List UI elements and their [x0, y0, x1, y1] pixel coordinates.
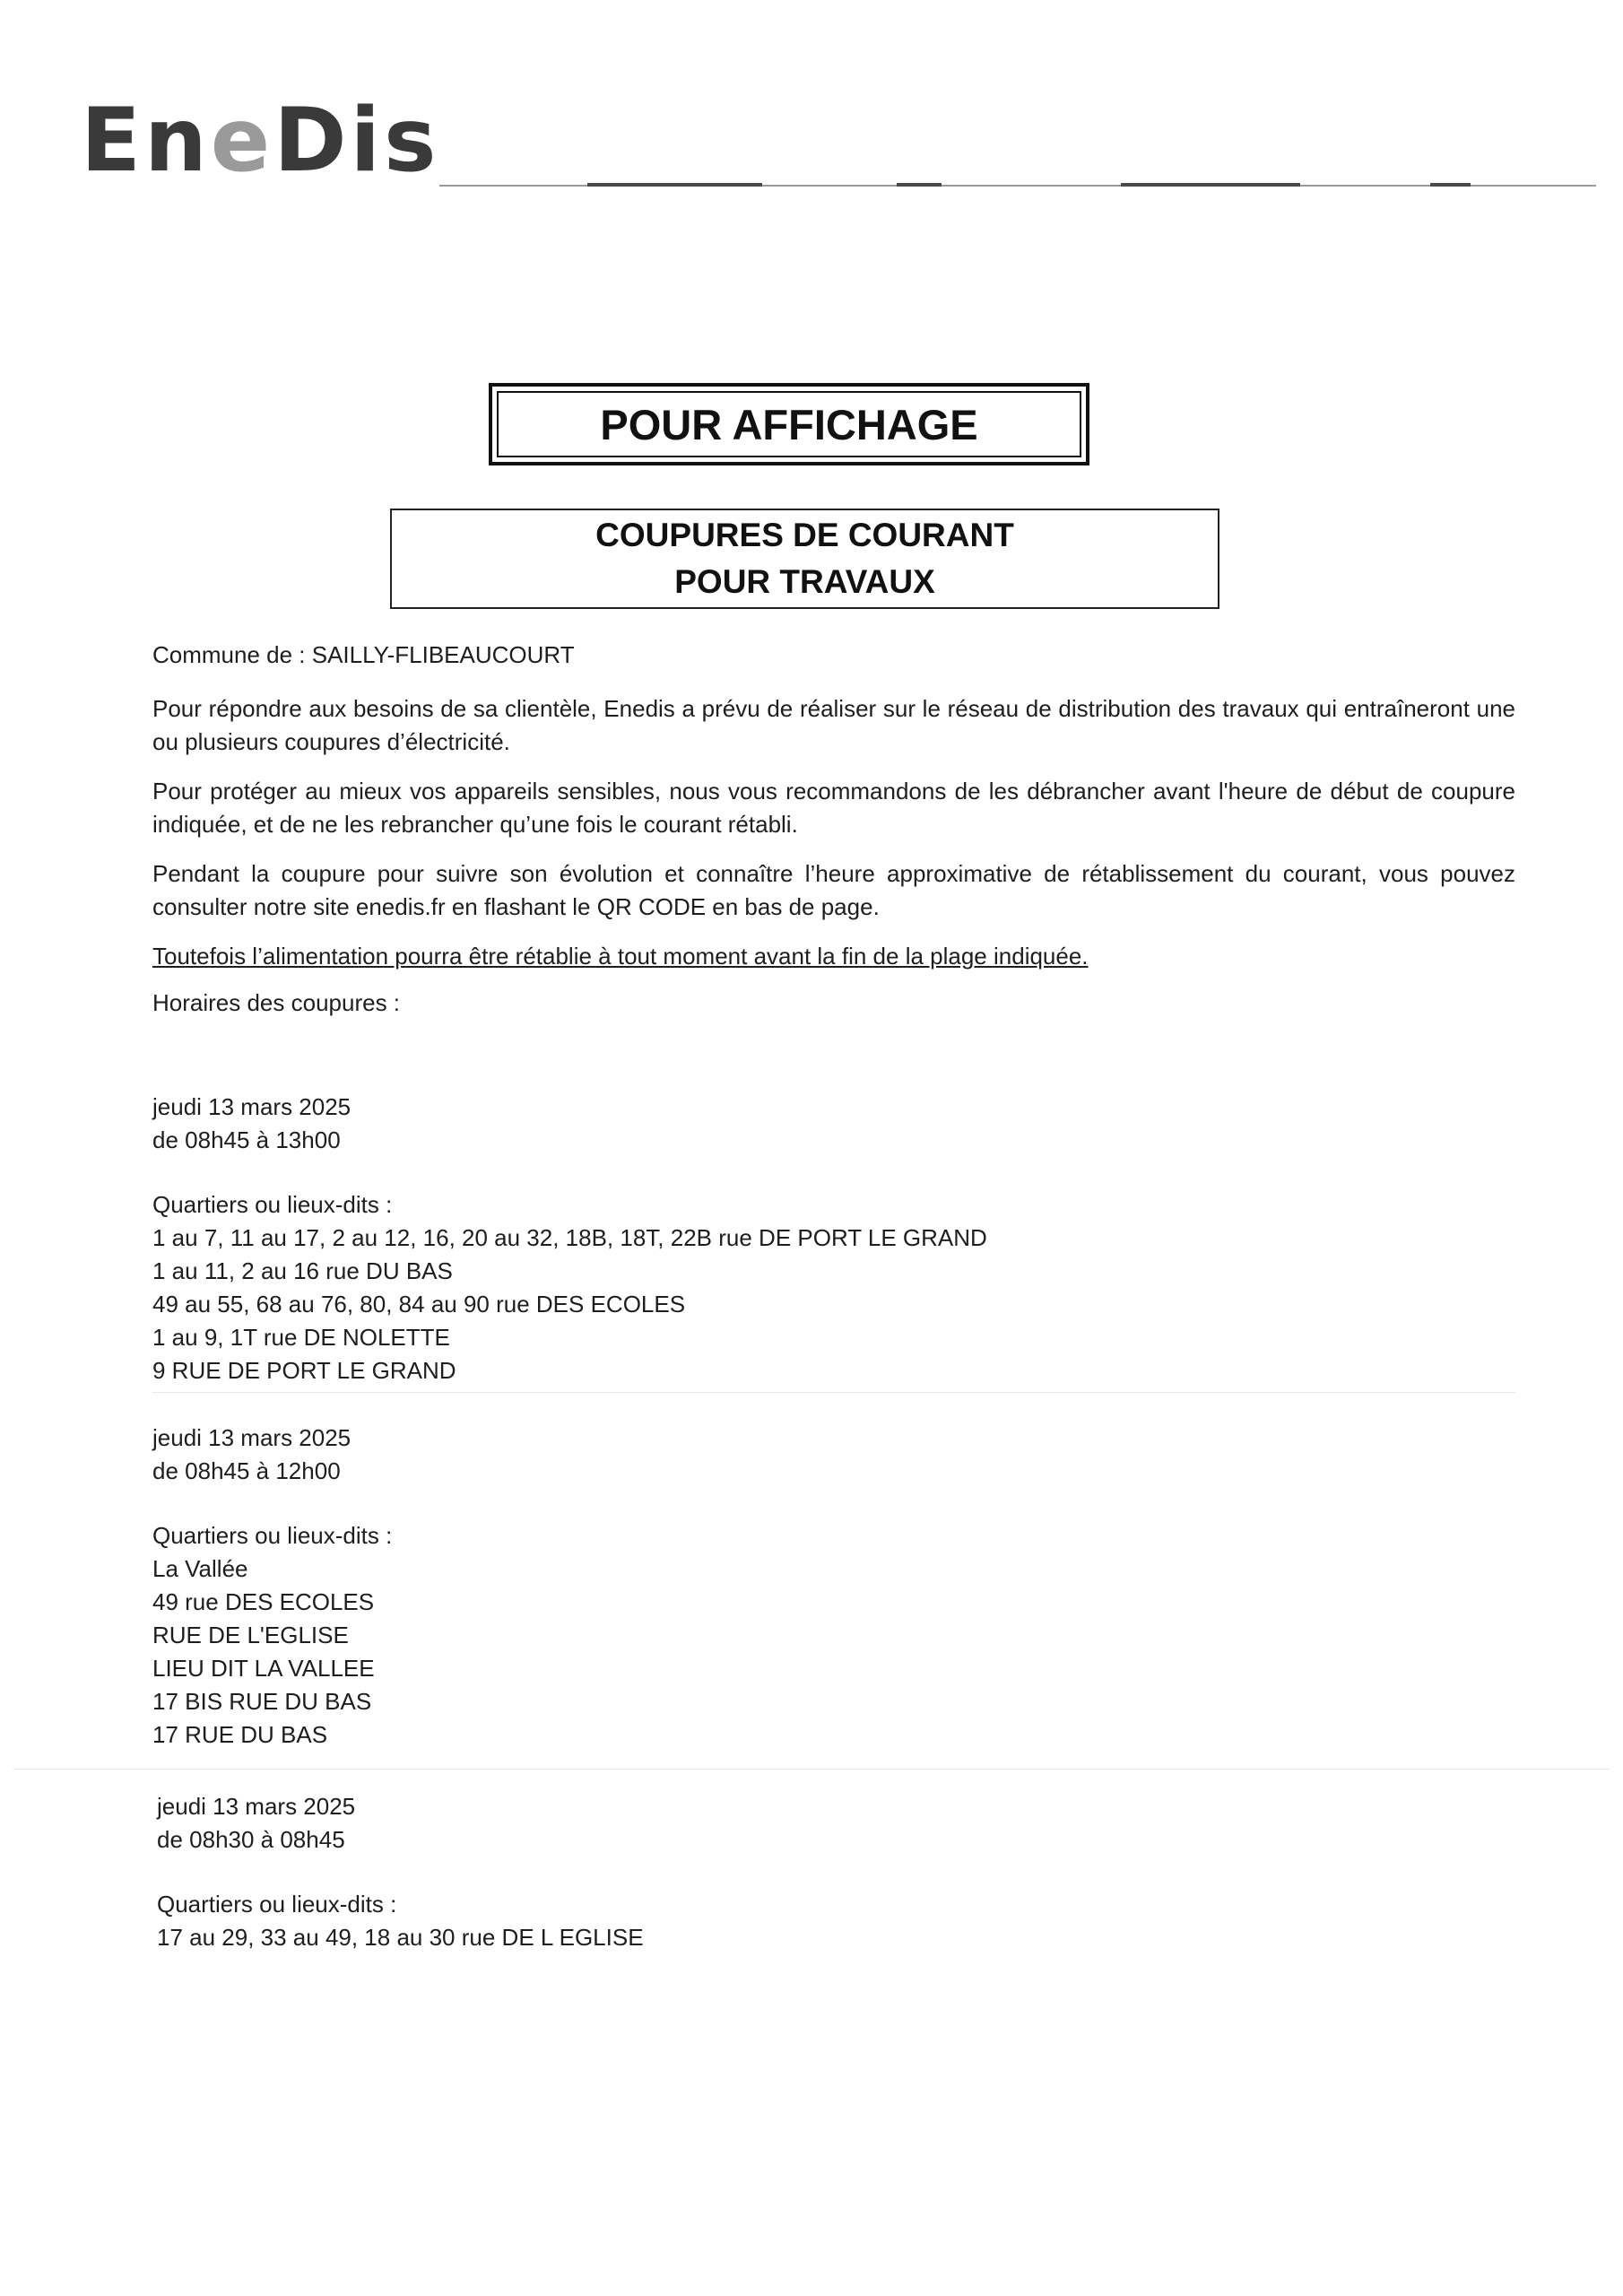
logo-part-e: e — [210, 90, 274, 192]
title-line-2: POUR TRAVAUX — [674, 563, 935, 600]
header-rule-dash — [587, 183, 762, 187]
enedis-logo — [81, 90, 440, 192]
scan-artifact-line — [13, 1769, 1610, 1770]
place-item: 1 au 9, 1T rue DE NOLETTE — [152, 1324, 450, 1351]
title-line-1: COUPURES DE COURANT — [595, 517, 1014, 553]
header-rule-dash — [1121, 183, 1300, 187]
cut-time: de 08h30 à 08h45 — [157, 1826, 345, 1853]
notice-body — [152, 639, 1515, 1020]
place-item: 1 au 7, 11 au 17, 2 au 12, 16, 20 au 32, 18B, 18T, 22B rue DE PORT LE GRAND — [152, 1224, 987, 1251]
paragraph: Pour protéger au mieux vos appareils sensibles, nous vous recommandons de les débrancher avant l'heure de début de coupure indiquée, et de ne les rebrancher qu’une fois le courant rétabli. — [152, 778, 1515, 838]
schedule-heading: Horaires des coupures : — [152, 989, 401, 1016]
cut-date: jeudi 13 mars 2025 — [157, 1793, 356, 1820]
places-label: Quartiers ou lieux-dits : — [152, 1522, 393, 1549]
header-rule-dash — [1430, 183, 1471, 187]
places-label: Quartiers ou lieux-dits : — [152, 1191, 393, 1218]
place-item: 1 au 11, 2 au 16 rue DU BAS — [152, 1257, 453, 1284]
cut-time: de 08h45 à 13h00 — [152, 1126, 341, 1153]
notice-underlined: Toutefois l’alimentation pourra être rétablie à tout moment avant la fin de la plage indiquée. — [152, 943, 1089, 970]
display-label: POUR AFFICHAGE — [497, 391, 1081, 457]
place-item: LIEU DIT LA VALLEE — [152, 1655, 375, 1682]
paragraph: Pendant la coupure pour suivre son évolution et connaître l’heure approximative de rétablissement du courant, vous pouvez consulter notre site enedis.fr en flashant le QR CODE en bas de page. — [152, 860, 1515, 920]
place-item: 17 au 29, 33 au 49, 18 au 30 rue DE L EGLISE — [157, 1924, 644, 1951]
header-rule-dash — [897, 183, 942, 187]
cut-date: jeudi 13 mars 2025 — [152, 1093, 352, 1120]
place-item: 17 BIS RUE DU BAS — [152, 1688, 372, 1715]
place-item: 9 RUE DE PORT LE GRAND — [152, 1357, 456, 1384]
display-label-box — [489, 383, 1089, 465]
place-item: La Vallée — [152, 1555, 248, 1582]
commune: Commune de : SAILLY-FLIBEAUCOURT — [152, 641, 575, 668]
cut-block-1 — [152, 1091, 987, 1387]
scan-artifact-line — [152, 1392, 1515, 1393]
cut-block-2 — [152, 1422, 392, 1752]
places-label: Quartiers ou lieux-dits : — [157, 1891, 397, 1918]
place-item: 49 au 55, 68 au 76, 80, 84 au 90 rue DES ECOLES — [152, 1291, 686, 1318]
logo-part-en: En — [81, 90, 211, 192]
place-item: RUE DE L'EGLISE — [152, 1622, 349, 1648]
cut-time: de 08h45 à 12h00 — [152, 1457, 341, 1484]
title-box — [390, 509, 1219, 609]
cut-block-3 — [157, 1790, 644, 1954]
logo-part-dis: Dis — [273, 90, 440, 192]
place-item: 17 RUE DU BAS — [152, 1721, 328, 1748]
paragraph: Pour répondre aux besoins de sa clientèle, Enedis a prévu de réaliser sur le réseau de distribution des travaux qui entraîneront une ou plusieurs coupures d’électricité. — [152, 695, 1515, 755]
place-item: 49 rue DES ECOLES — [152, 1588, 375, 1615]
cut-date: jeudi 13 mars 2025 — [152, 1424, 352, 1451]
